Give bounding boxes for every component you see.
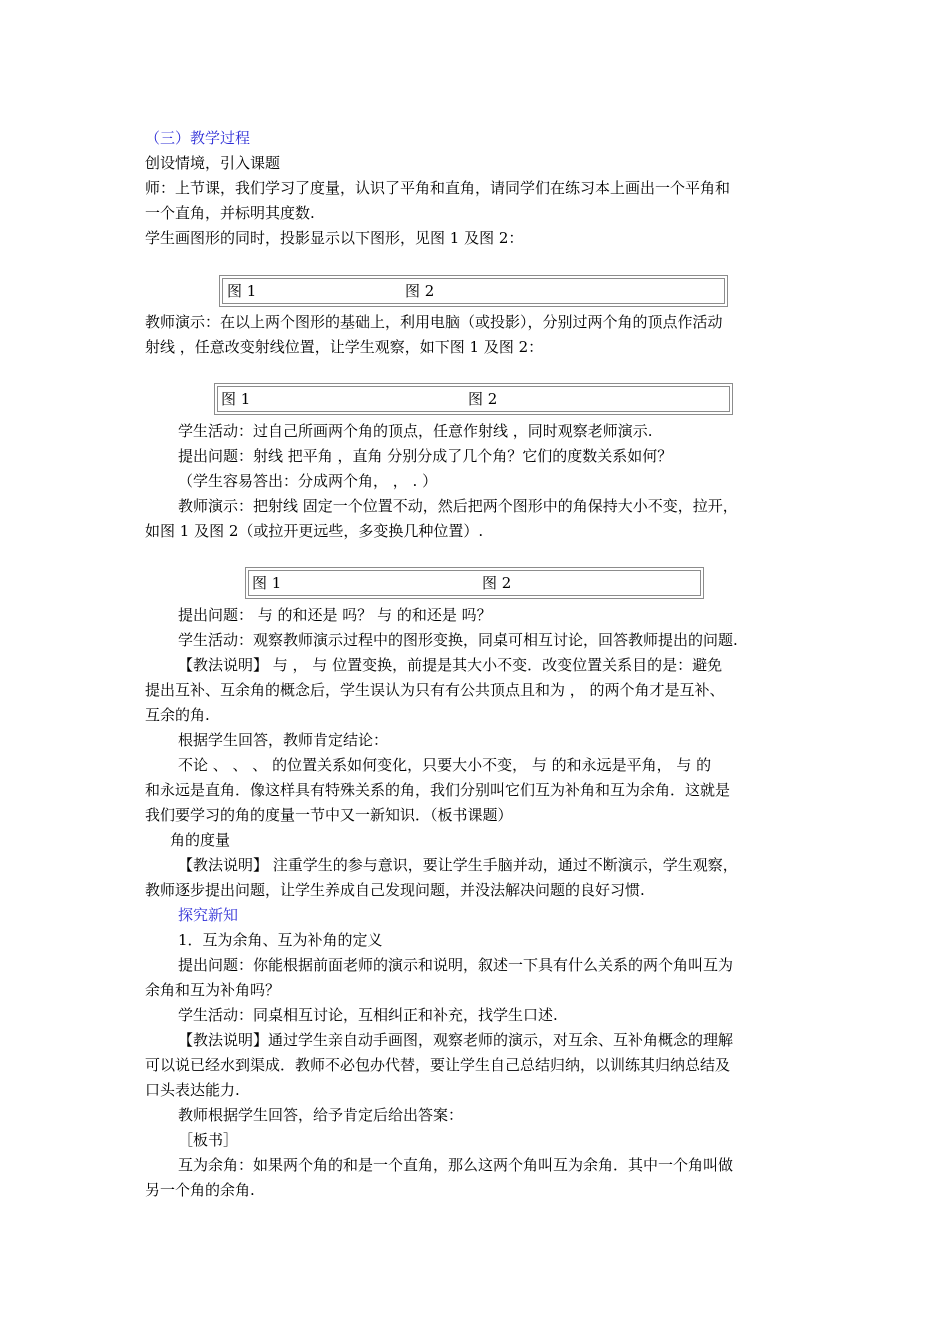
paragraph-line: 互余的角.	[145, 706, 210, 724]
paragraph-line: 可以说已经水到渠成．教师不必包办代替，要让学生自己总结归纳，以训练其归纳总结及	[145, 1056, 731, 1074]
paragraph-line: 和永远是直角．像这样具有特殊关系的角，我们分别叫它们互为补角和互为余角．这就是	[145, 781, 731, 799]
paragraph-line: 余角和互为补角吗？	[145, 981, 281, 999]
paragraph-line: 另一个角的余角.	[145, 1181, 255, 1199]
section-title: 角的度量	[170, 831, 231, 849]
figure-placeholder-1	[219, 275, 728, 307]
paragraph-line: 1．互为余角、互为补角的定义	[178, 931, 383, 949]
paragraph-line: 学生活动：观察教师演示过程中的图形变换，同桌可相互讨论，回答教师提出的问题.	[178, 631, 738, 649]
paragraph-line: 不论 、 、 、 的位置关系如何变化，只要大小不变， 与 的和永远是平角， 与 的	[178, 756, 712, 774]
paragraph-line: 提出互补、互余角的概念后，学生误认为只有有公共顶点且和为 ， 的两个角才是互补、	[145, 681, 725, 699]
paragraph-line: 【教法说明】 注重学生的参与意识，要让学生手脑并动，通过不断演示，学生观察，	[178, 856, 738, 874]
paragraph-line: 学生活动：过自己所画两个角的顶点，任意作射线 ，同时观察老师演示.	[178, 422, 653, 440]
figure-1-label: 图 1	[252, 574, 282, 592]
paragraph-line: 教师根据学生回答，给予肯定后给出答案：	[178, 1106, 464, 1124]
section-heading: （三）教学过程	[145, 129, 251, 147]
paragraph-line: 学生画图形的同时，投影显示以下图形，见图 1 及图 2：	[145, 229, 524, 247]
paragraph-line: 互为余角：如果两个角的和是一个直角，那么这两个角叫互为余角．其中一个角叫做	[178, 1156, 734, 1174]
paragraph-line: 教师逐步提出问题，让学生养成自己发现问题，并没法解决问题的良好习惯.	[145, 881, 645, 899]
paragraph-line: 射线 ，任意改变射线位置，让学生观察，如下图 1 及图 2：	[145, 338, 544, 356]
paragraph-line: 创设情境，引入课题	[145, 154, 281, 172]
paragraph-line: 提出问题： 与 的和还是 吗？ 与 的和还是 吗？	[178, 606, 492, 624]
paragraph-line: 教师演示：在以上两个图形的基础上，利用电脑（或投影），分别过两个角的顶点作活动	[145, 313, 723, 331]
figure-2-label: 图 2	[482, 574, 512, 592]
section-subheading: 探究新知	[178, 906, 239, 924]
paragraph-line: 提出问题：你能根据前面老师的演示和说明，叙述一下具有什么关系的两个角叫互为	[178, 956, 734, 974]
figure-placeholder-2	[214, 383, 733, 415]
paragraph-line: 我们要学习的角的度量一节中又一新知识．（板书课题）	[145, 806, 513, 824]
figure-2-label: 图 2	[405, 282, 435, 300]
paragraph-line: 【教法说明】 与 ， 与 位置变换，前提是其大小不变．改变位置关系目的是：避免	[178, 656, 723, 674]
figure-2-label: 图 2	[468, 390, 498, 408]
paragraph-line: 一个直角，并标明其度数.	[145, 204, 315, 222]
paragraph-line: 根据学生回答，教师肯定结论：	[178, 731, 389, 749]
paragraph-line: 教师演示：把射线 固定一个位置不动，然后把两个图形中的角保持大小不变，拉开，	[178, 497, 738, 515]
figure-1-label: 图 1	[227, 282, 257, 300]
paragraph-line: 提出问题：射线 把平角 ，直角 分别分成了几个角？它们的度数关系如何？	[178, 447, 673, 465]
paragraph-line: 学生活动：同桌相互讨论，互相纠正和补充，找学生口述.	[178, 1006, 558, 1024]
paragraph-line: 如图 1 及图 2（或拉开更远些，多变换几种位置）.	[145, 522, 484, 540]
paragraph-line: 口头表达能力.	[145, 1081, 240, 1099]
paragraph-line: 师：上节课，我们学习了度量，认识了平角和直角，请同学们在练习本上画出一个平角和	[145, 179, 731, 197]
paragraph-line: ［板书］	[178, 1131, 239, 1149]
figure-placeholder-3	[245, 567, 704, 599]
figure-1-label: 图 1	[221, 390, 251, 408]
paragraph-line: （学生容易答出：分成两个角， ， . ）	[178, 472, 438, 490]
paragraph-line: 【教法说明】通过学生亲自动手画图，观察老师的演示，对互余、互补角概念的理解	[178, 1031, 734, 1049]
